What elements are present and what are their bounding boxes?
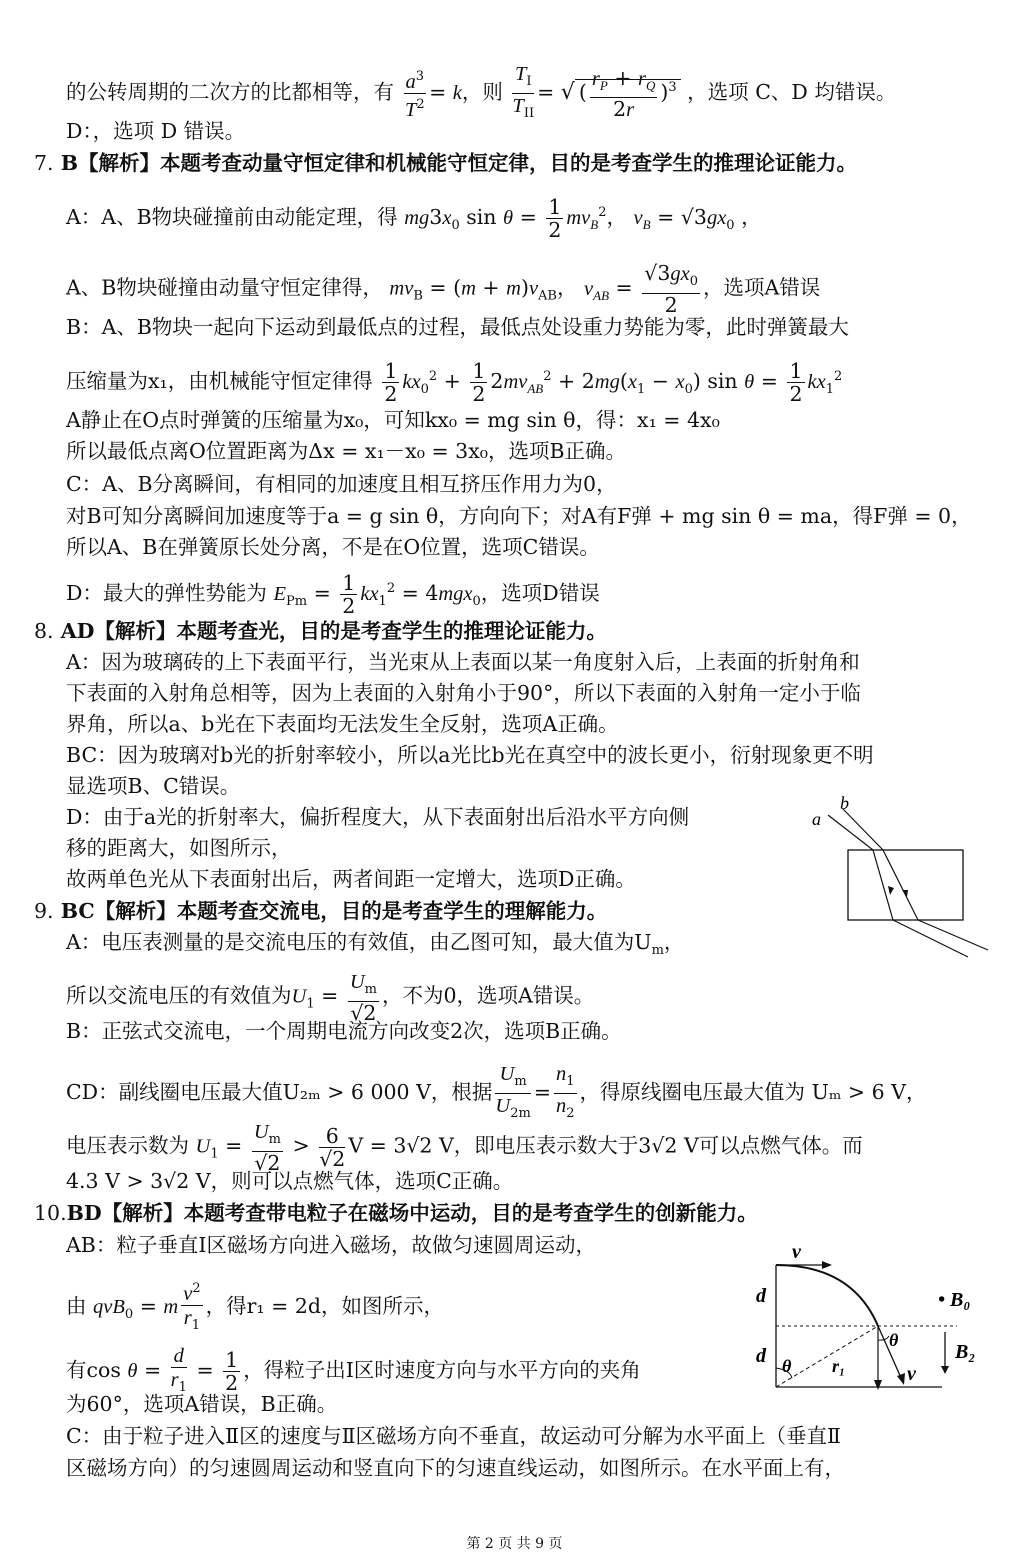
distance-label-bottom: d — [756, 1345, 766, 1367]
distance-label-top: d — [756, 1285, 766, 1307]
text-line: C：A、B分离瞬间，有相同的加速度且相互挤压作用力为0， — [66, 472, 617, 496]
text-line: A静止在O点时弹簧的压缩量为x₀，可知kx₀ = mg sin θ，得：x₁ = 4x₀ — [66, 408, 720, 432]
theta-label-right: θ — [889, 1330, 899, 1350]
velocity-label: v — [792, 1241, 801, 1263]
text-line: D：，选项 D 错误。 — [66, 119, 246, 143]
text-line: AB：粒子垂直Ⅰ区磁场方向进入磁场，故做匀速圆周运动， — [66, 1233, 596, 1257]
theta-label-left: θ — [782, 1356, 792, 1376]
text-line: 所以A、B在弹簧原长处分离，不是在O位置，选项C错误。 — [66, 535, 600, 559]
r1-label: r₁ — [832, 1356, 846, 1376]
text-line: 为60°，选项A错误，B正确。 — [66, 1392, 338, 1416]
text-line: 所以交流电压的有效值为$U_1$ = $\frac{U_m}{√2}$ ，不为0，选项A错误。 — [66, 971, 595, 1026]
text-line: C：由于粒子进入Ⅱ区的速度与Ⅱ区磁场方向不垂直，故运动可分解为水平面上（垂直Ⅱ — [66, 1424, 841, 1448]
text-line: A：A、B物块碰撞前由动能定理，得 $mg3x_0$ sin θ = $\frac{1}{2}$ $mv_B^2$， $v_B = √3gx_0$ ， — [66, 195, 762, 242]
text-line: A：因为玻璃砖的上下表面平行，当光束从上表面以某一角度射入后，上表面的折射角和 — [66, 650, 860, 674]
question-8-heading: 8. AD【解析】本题考查光，目的是考查学生的推理论证能力。 — [34, 619, 607, 643]
text-line: 下表面的入射角总相等，因为上表面的入射角小于90°，所以下表面的入射角一定小于临 — [66, 681, 861, 705]
text-line: D：最大的弹性势能为 $E_{Pm}$ = $\frac{1}{2}$ $kx_1^2 = 4mgx_0$，选项D错误 — [66, 571, 600, 618]
question-9-heading: 9. BC【解析】本题考查交流电，目的是考查学生的理解能力。 — [34, 899, 608, 923]
text-line: 界角，所以a、b光在下表面均无法发生全反射，选项A正确。 — [66, 712, 619, 736]
question-10-heading: 10.BD【解析】本题考查带电粒子在磁场中运动，目的是考查学生的创新能力。 — [34, 1201, 758, 1225]
text-line: 对B可知分离瞬间加速度等于a = g sin θ，方向向下；对A有F弹 + mg sin θ = ma，得F弹 = 0， — [66, 504, 972, 528]
text-line: 的公转周期的二次方的比都相等，有 $\frac{a^3}{T^2}$ = k，则 $\frac{T_I}{T_{II}}$ = √ ( $\frac{r_P + r_Q}{2r}$ )$^3$ ，选项 C、D 均错误。 — [66, 62, 896, 125]
velocity-label-2: v — [907, 1363, 916, 1385]
text-line: 所以最低点离O位置距离为Δx = x₁－x₀ = 3x₀，选项B正确。 — [66, 439, 627, 463]
formula-a3-over-t2: $\frac{a^3}{T^2}$ — [404, 66, 427, 121]
text-line: 移的距离大，如图所示， — [66, 836, 292, 860]
b2-label: B₂ — [955, 1341, 976, 1363]
text-line: 故两单色光从下表面射出后，两者间距一定增大，选项D正确。 — [66, 867, 636, 891]
text-line: D：由于a光的折射率大，偏折程度大，从下表面射出后沿水平方向侧 — [66, 805, 690, 829]
question-7-heading: 7. B【解析】本题考查动量守恒定律和机械能守恒定律，目的是考查学生的推理论证能力。 — [34, 151, 858, 175]
b0-label: • B₀ — [938, 1289, 971, 1311]
ray-b-label: b — [840, 795, 849, 813]
text-line: CD：副线圈电压最大值U₂ₘ > 6 000 V，根据 $\frac{U_m}{U_{2m}}$ = $\frac{n_1}{n_2}$ ，得原线圈电压最大值为 Uₘ > 6 V， — [66, 1063, 927, 1122]
text-line: 区磁场方向）的匀速圆周运动和竖直向下的匀速直线运动，如图所示。在水平面上有， — [66, 1456, 845, 1480]
text-line: 4.3 V > 3√2 V，则可以点燃气体，选项C正确。 — [66, 1169, 514, 1193]
glass-brick-diagram — [808, 795, 1008, 965]
text-line: 电压表示数为 $U_1$ = $\frac{U_m}{√2}$ > $\frac{6}{√2}$ V = 3√2 V，即电压表示数大于3√2 V可以点燃气体。而 — [66, 1121, 863, 1176]
text-line: B：正弦式交流电，一个周期电流方向改变2次，选项B正确。 — [66, 1019, 622, 1043]
text-line: 显选项B、C错误。 — [66, 774, 241, 798]
text-line: A、B物块碰撞由动量守恒定律得， $mv_B = (m + m)v_{AB}$， $v_{AB}$ = $\frac{√3gx_0}{2}$ ，选项A错误 — [66, 261, 821, 318]
ray-a-label: a — [812, 809, 821, 829]
page-footer: 第 2 页 共 9 页 — [466, 1536, 563, 1552]
formula-period-ratio: $\frac{T_I}{T_{II}}$ — [512, 63, 535, 122]
text-line: 由 qvB$_0$ = m $\frac{v^2}{r_1}$ ，得r₁ = 2d，如图所示， — [66, 1278, 444, 1337]
text-line: 压缩量为x₁，由机械能守恒定律得 $\frac{1}{2}$ $kx_0^2$ + $\frac{1}{2}$ $2mv_{AB}^2 + 2mg(x_1 - x_0)$ sin θ = $\frac{1}{2}$ $kx_1^2$ — [66, 359, 843, 406]
magnetic-field-diagram — [752, 1240, 997, 1390]
text-line: BC：因为玻璃对b光的折射率较小，所以a光比b光在真空中的波长更小，衍射现象更不明 — [66, 743, 874, 767]
text-line: B：A、B物块一起向下运动到最低点的过程，最低点处设重力势能为零，此时弹簧最大 — [66, 315, 849, 339]
text-line: 有cos θ = $\frac{d}{r_1}$ = $\frac{1}{2}$ ，得粒子出Ⅰ区时速度方向与水平方向的夹角 — [66, 1345, 641, 1396]
text-line: A：电压表测量的是交流电压的有效值，由乙图可知，最大值为$U_m$， — [66, 930, 685, 959]
